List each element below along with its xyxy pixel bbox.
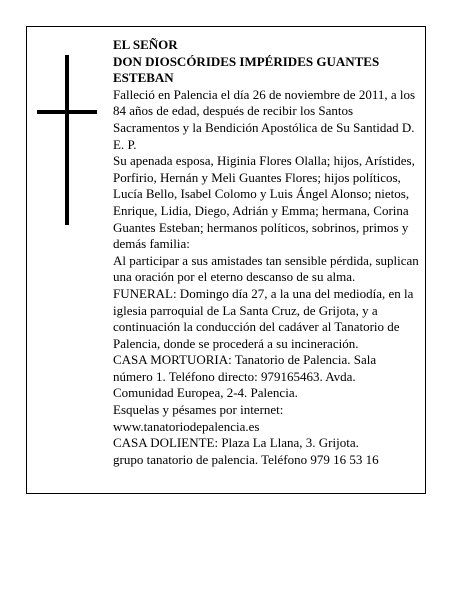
family-list: Su apenada esposa, Higinia Flores Olalla; hijos, Arístides, Porfirio, Hernán y Meli Guantes Flores; hijos políticos, Lucía Bello, Isabel Colomo y Luis Ángel Alonso; nietos, Enrique, Lidia, Diego, Adrián y Emma; hermana, Corina Guantes Esteban; hermanos políticos, sobrinos, primos y demás familia: bbox=[113, 153, 415, 252]
cross-icon bbox=[37, 55, 97, 225]
condolences-web: Esquelas y pésames por internet: www.tanatoriodepalencia.es bbox=[113, 402, 284, 434]
death-announcement: Falleció en Palencia el día 26 de noviembre de 2011, a los 84 años de edad, después de recibir los Santos Sacramentos y la Bendición Apostólica de Su Santidad D. E. P. bbox=[113, 86, 416, 152]
prayer-request: Al participar a sus amistades tan sensible pérdida, suplican una oración por el eterno descanso de su alma. bbox=[113, 252, 419, 285]
funeral-details: FUNERAL: Domingo día 27, a la una del mediodía, en la iglesia parroquial de La Santa Cruz, de Grijota, y a continuación la conducción del cadáver al Tanatorio de Palencia, donde se procederá a su incineración. bbox=[113, 285, 414, 351]
family-home: CASA DOLIENTE: Plaza La Llana, 3. Grijota. bbox=[113, 435, 359, 451]
funeral-home-contact: grupo tanatorio de palencia. Teléfono 979 16 53 16 bbox=[113, 451, 379, 467]
mortuary-details: CASA MORTUORIA: Tanatorio de Palencia. Sala número 1. Teléfono directo: 979165463. Avda. Comunidad Europea, 2-4. Palencia. bbox=[113, 352, 377, 401]
obituary-text bbox=[113, 37, 419, 468]
title-line-1: EL SEÑOR bbox=[113, 37, 178, 52]
obituary-notice bbox=[26, 26, 426, 494]
deceased-name: DON DIOSCÓRIDES IMPÉRIDES GUANTES ESTEBAN bbox=[113, 53, 380, 86]
